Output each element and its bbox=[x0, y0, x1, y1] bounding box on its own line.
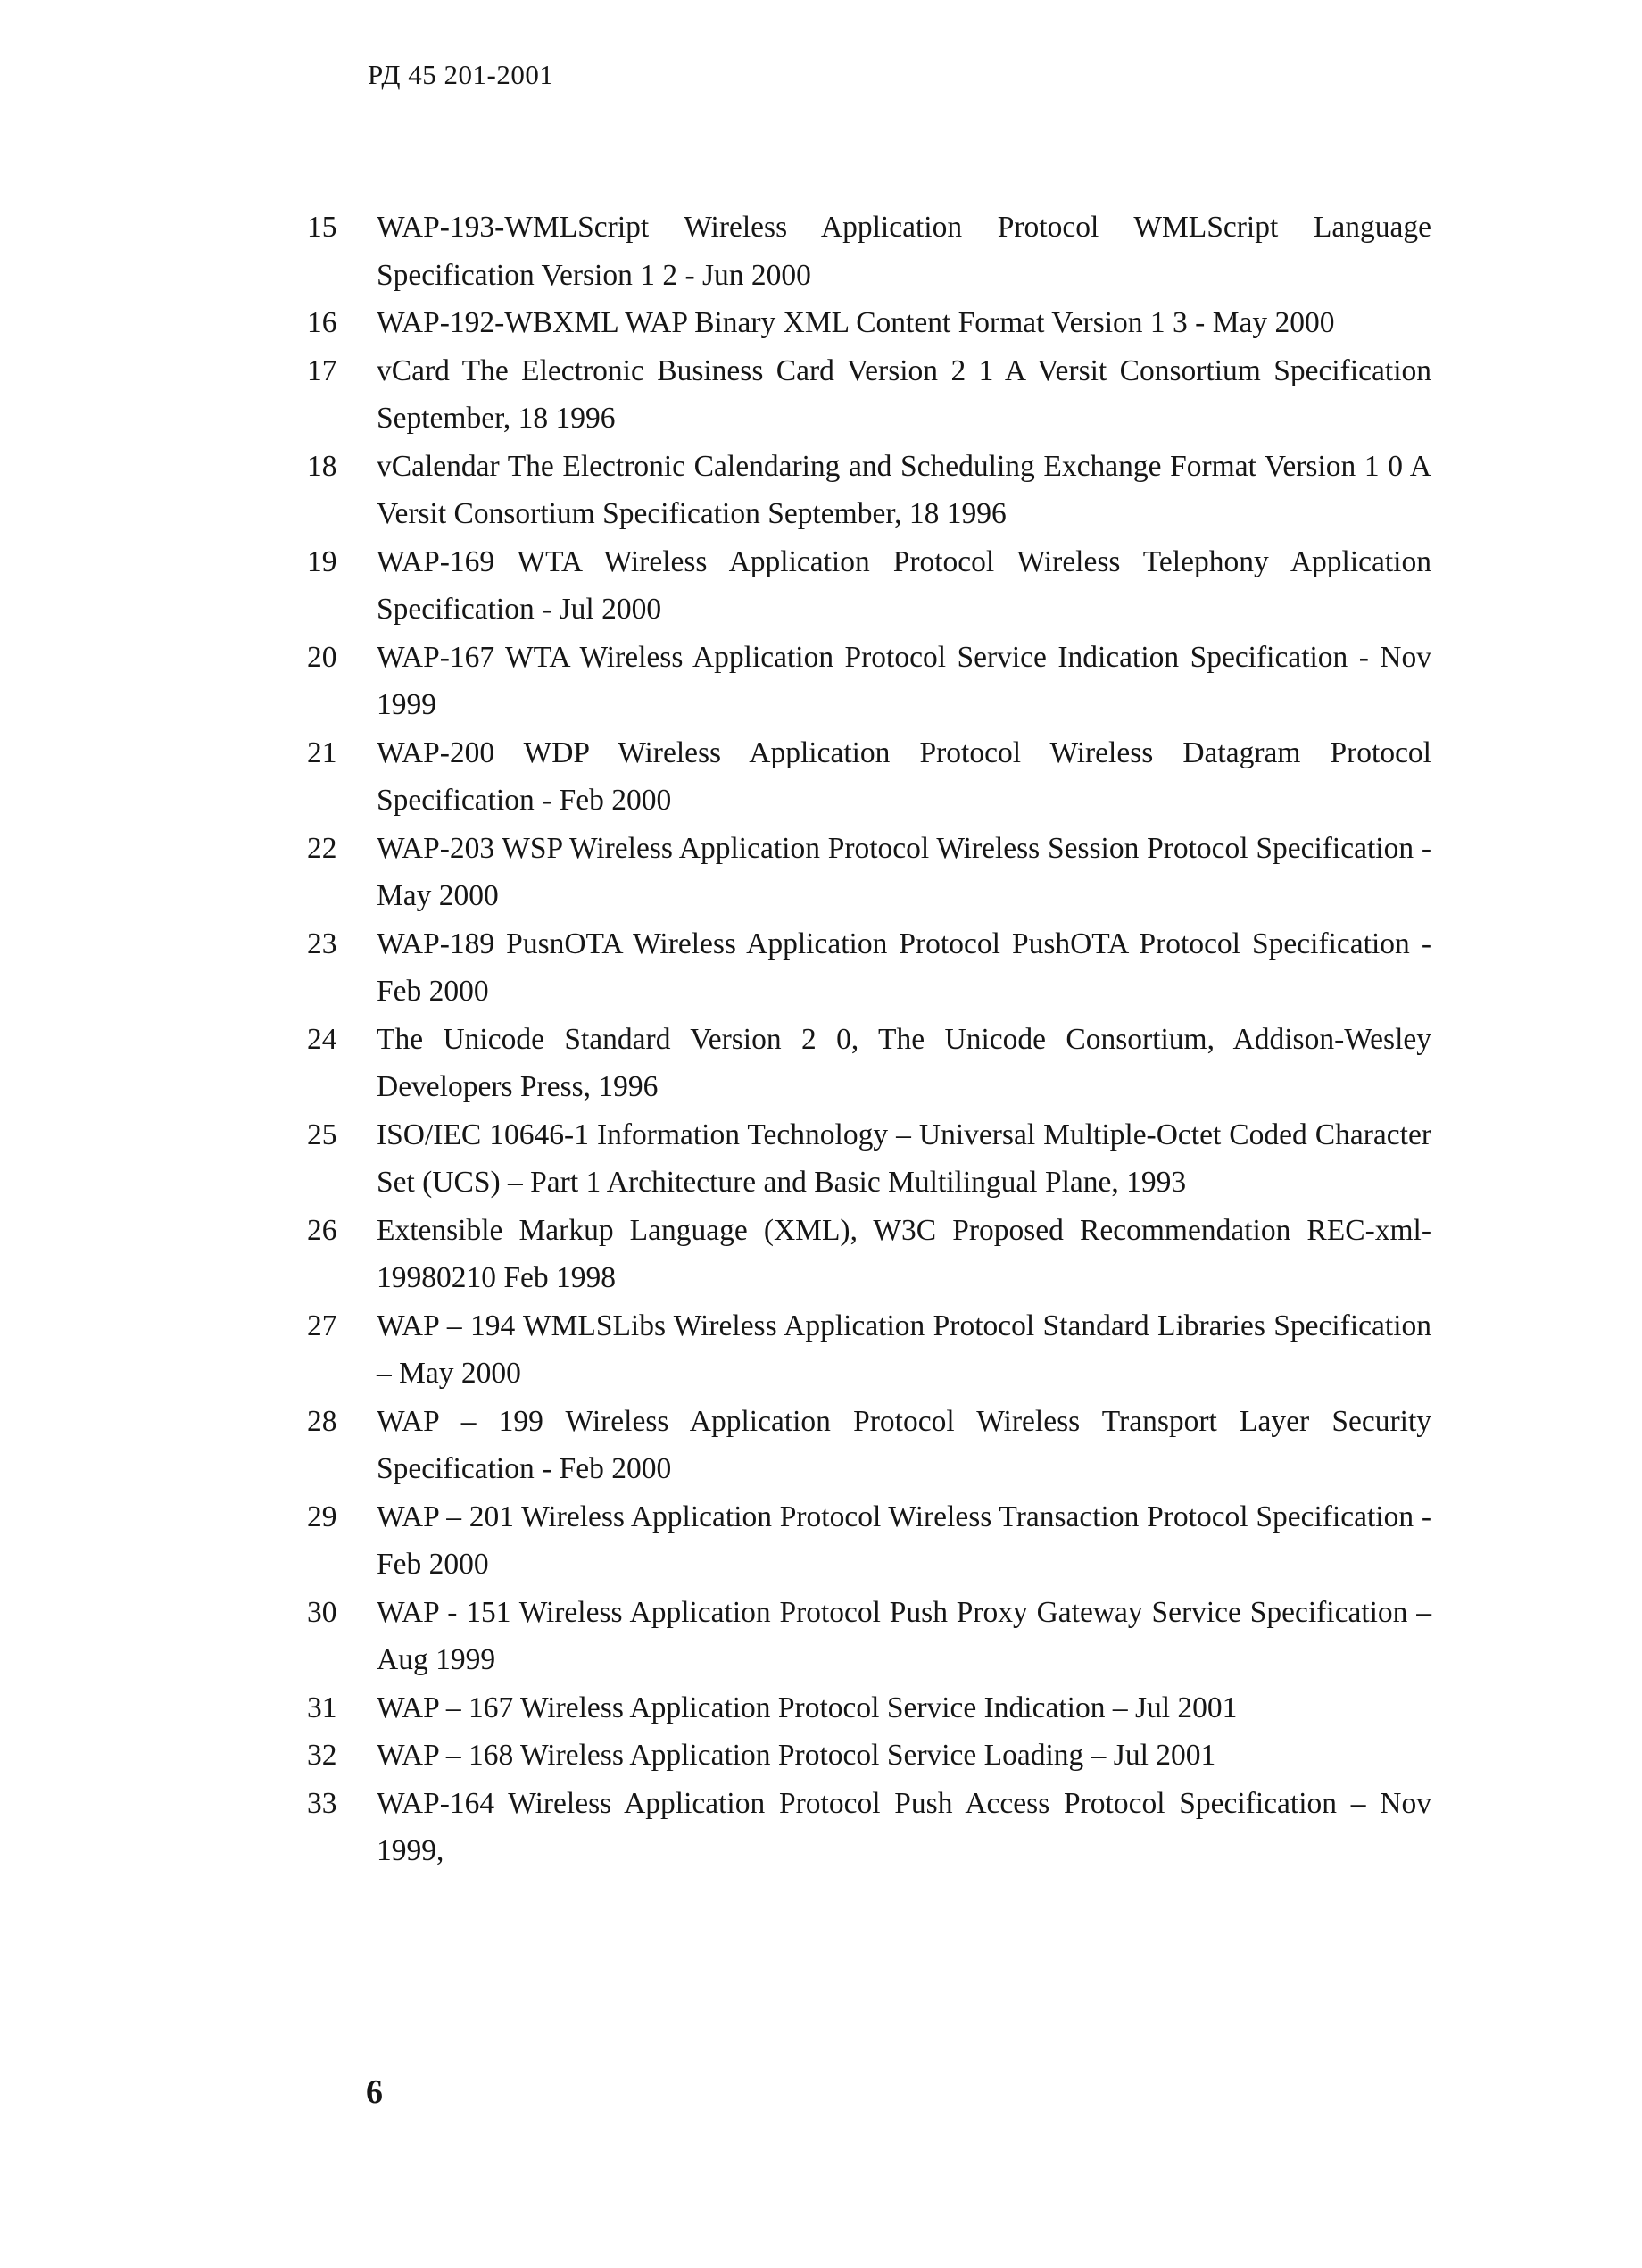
reference-item bbox=[307, 299, 1431, 347]
reference-text: ISO/IEC 10646-1 Information Technology – Universal Multiple-Octet Coded Character Set (UCS) – Part 1 Architecture and Basic Multilingual Plane, 1993 bbox=[377, 1117, 1431, 1199]
page-number: 6 bbox=[366, 2073, 383, 2111]
reference-text: WAP-164 Wireless Application Protocol Push Access Protocol Specification – Nov 1999, bbox=[377, 1786, 1431, 1867]
reference-list bbox=[307, 204, 1431, 1875]
reference-item bbox=[307, 825, 1431, 920]
reference-text: WAP – 168 Wireless Application Protocol Service Loading – Jul 2001 bbox=[377, 1739, 1216, 1772]
reference-text: WAP-192-WBXML WAP Binary XML Content Format Version 1 3 - May 2000 bbox=[377, 306, 1335, 339]
reference-number: 23 bbox=[307, 926, 337, 960]
reference-number: 31 bbox=[307, 1691, 337, 1724]
reference-item bbox=[307, 204, 1431, 299]
reference-item bbox=[307, 634, 1431, 729]
reference-number: 24 bbox=[307, 1022, 337, 1056]
reference-item bbox=[307, 1016, 1431, 1111]
reference-item bbox=[307, 1780, 1431, 1875]
reference-number: 26 bbox=[307, 1213, 337, 1247]
reference-number: 30 bbox=[307, 1595, 337, 1629]
reference-number: 21 bbox=[307, 735, 337, 769]
reference-text: Extensible Markup Language (XML), W3C Proposed Recommendation REC-xml-19980210 Feb 1998 bbox=[377, 1213, 1431, 1294]
reference-number: 15 bbox=[307, 211, 337, 244]
reference-number: 19 bbox=[307, 544, 337, 578]
reference-text: WAP - 151 Wireless Application Protocol Push Proxy Gateway Service Specification – Aug 1999 bbox=[377, 1595, 1431, 1676]
reference-number: 16 bbox=[307, 306, 337, 339]
reference-text: WAP – 201 Wireless Application Protocol Wireless Transaction Protocol Specification - Feb 2000 bbox=[377, 1500, 1431, 1581]
reference-text: WAP – 199 Wireless Application Protocol Wireless Transport Layer Security Specification - Feb 2000 bbox=[377, 1404, 1431, 1485]
reference-text: WAP-203 WSP Wireless Application Protocol Wireless Session Protocol Specification - May 2000 bbox=[377, 831, 1431, 912]
reference-item bbox=[307, 1302, 1431, 1398]
reference-number: 28 bbox=[307, 1404, 337, 1438]
reference-item bbox=[307, 443, 1431, 538]
reference-text: vCard The Electronic Business Card Version 2 1 A Versit Consortium Specification September, 18 1996 bbox=[377, 353, 1431, 435]
reference-item bbox=[307, 1493, 1431, 1589]
document-code: РД 45 201-2001 bbox=[368, 59, 554, 90]
reference-text: WAP – 194 WMLSLibs Wireless Application Protocol Standard Libraries Specification – May 2000 bbox=[377, 1308, 1431, 1390]
reference-number: 27 bbox=[307, 1308, 337, 1342]
reference-item bbox=[307, 1732, 1431, 1780]
reference-text: The Unicode Standard Version 2 0, The Unicode Consortium, Addison-Wesley Developers Press, 1996 bbox=[377, 1022, 1431, 1103]
reference-number: 22 bbox=[307, 831, 337, 865]
reference-number: 20 bbox=[307, 640, 337, 674]
reference-text: WAP – 167 Wireless Application Protocol Service Indication – Jul 2001 bbox=[377, 1691, 1238, 1724]
reference-item bbox=[307, 920, 1431, 1016]
reference-number: 33 bbox=[307, 1786, 337, 1820]
reference-item bbox=[307, 1398, 1431, 1493]
reference-number: 18 bbox=[307, 449, 337, 483]
reference-item bbox=[307, 538, 1431, 634]
reference-item bbox=[307, 1207, 1431, 1302]
reference-text: WAP-200 WDP Wireless Application Protocol Wireless Datagram Protocol Specification - Feb 2000 bbox=[377, 735, 1431, 817]
reference-item bbox=[307, 347, 1431, 443]
reference-text: vCalendar The Electronic Calendaring and Scheduling Exchange Format Version 1 0 A Versit Consortium Specification September, 18 1996 bbox=[377, 449, 1431, 530]
reference-number: 17 bbox=[307, 353, 337, 387]
reference-text: WAP-189 PusnOTA Wireless Application Protocol PushOTA Protocol Specification - Feb 2000 bbox=[377, 926, 1431, 1008]
reference-text: WAP-167 WTA Wireless Application Protocol Service Indication Specification - Nov 1999 bbox=[377, 640, 1431, 721]
reference-item bbox=[307, 1684, 1431, 1732]
reference-text: WAP-169 WTA Wireless Application Protocol Wireless Telephony Application Specification - Jul 2000 bbox=[377, 544, 1431, 626]
reference-item bbox=[307, 729, 1431, 825]
reference-number: 29 bbox=[307, 1500, 337, 1533]
reference-number: 32 bbox=[307, 1739, 337, 1772]
reference-item bbox=[307, 1589, 1431, 1684]
reference-number: 25 bbox=[307, 1117, 337, 1151]
reference-text: WAP-193-WMLScript Wireless Application Protocol WMLScript Language Specification Version 1 2 - Jun 2000 bbox=[377, 211, 1431, 292]
reference-item bbox=[307, 1111, 1431, 1207]
